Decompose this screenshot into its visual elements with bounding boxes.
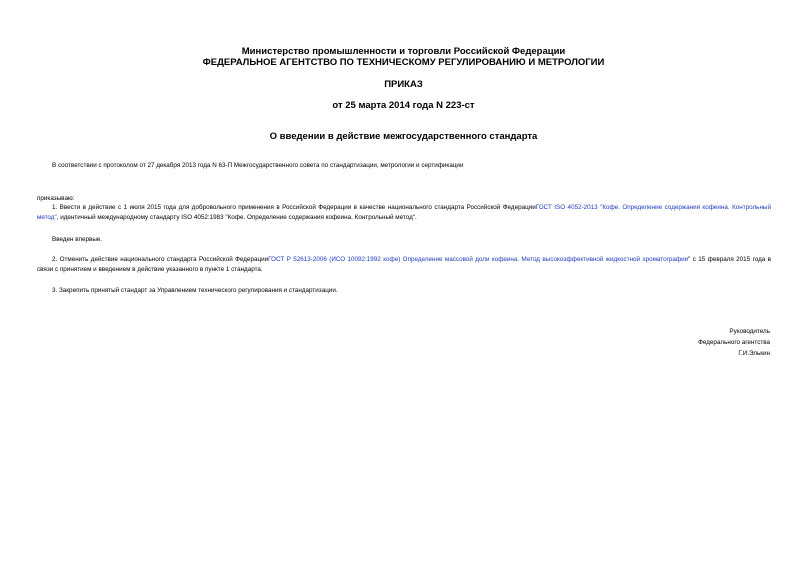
signature-name: Г.И.Элькин bbox=[738, 350, 770, 357]
signature-title-1: Руководитель bbox=[729, 328, 770, 335]
signature-block bbox=[698, 326, 770, 359]
ministry-heading: Министерство промышленности и торговли Российской Федерации bbox=[241, 46, 566, 57]
gost-iso-4052-link[interactable]: ГОСТ ISO 4052-2013 "Кофе. Определение содержания кофеина. Контрольный метод" bbox=[37, 204, 771, 221]
item-1-text: 1. Ввести в действие с 1 июля 2015 года для добровольного применения в Российской Федерации в качестве национального стандарта Российской Федерации bbox=[52, 204, 536, 211]
item-3-paragraph: 3. Закрепить принятый стандарт за Управлением технического регулирования и стандартизации. bbox=[52, 287, 338, 294]
agency-heading: ФЕДЕРАЛЬНОЕ АГЕНТСТВО ПО ТЕХНИЧЕСКОМУ РЕГУЛИРОВАНИЮ И МЕТРОЛОГИИ bbox=[202, 57, 605, 68]
item-2-text: 2. Отменить действие национального стандарта Российской Федерации bbox=[52, 256, 269, 263]
doc-type-heading: ПРИКАЗ bbox=[384, 79, 423, 90]
date-number-heading: от 25 марта 2014 года N 223-ст bbox=[332, 100, 475, 111]
introduced-first-note: Введен впервые. bbox=[52, 236, 103, 243]
item-1-paragraph bbox=[37, 203, 771, 222]
subject-heading: О введении в действие межгосударственного стандарта bbox=[269, 131, 538, 142]
order-word: приказываю: bbox=[37, 195, 75, 202]
item-1-suffix: , идентичный международному стандарту ISO 4052:1983 "Кофе. Определение содержания кофеина. Контрольный метод". bbox=[56, 213, 417, 221]
signature-title-2: Федерального агентства bbox=[698, 339, 770, 346]
gost-r-52613-link[interactable]: ГОСТ Р 52613-2006 (ИСО 10092:1992 кофе) Определение массовой доли кофеина. Метод высокоэффективной жидкостной хроматографии bbox=[268, 256, 689, 263]
item-2-paragraph bbox=[37, 255, 771, 274]
item-2-suffix: " с 15 февраля 2015 года в связи с принятием и введением в действие указанного в пункте 1 стандарта. bbox=[37, 256, 771, 273]
preamble-paragraph: В соответствии с протоколом от 27 декабря 2013 года N 63-П Межгосударственного совета по стандартизации, метрологии и сертификации bbox=[52, 162, 464, 169]
